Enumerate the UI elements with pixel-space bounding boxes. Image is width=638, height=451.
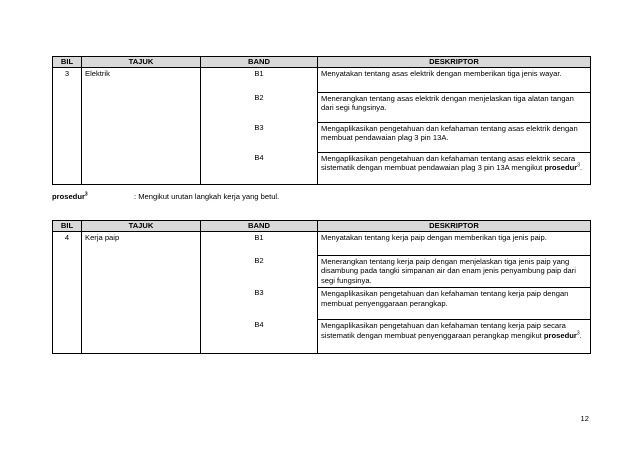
descriptor-cell: Mengaplikasikan pengetahuan dan kefahaman tentang kerja paip secara sistematik dengan membuat penyenggaraan perangkap mengikut prosedur$^3$. — [318, 319, 591, 353]
table-header-row — [53, 221, 591, 232]
page-number: 12 — [580, 414, 589, 423]
band-cell: B3 — [201, 122, 318, 152]
descriptor-cell: Menyatakan tentang asas elektrik dengan memberikan tiga jenis wayar. — [318, 67, 591, 92]
table-row — [53, 92, 591, 122]
header-band: BAND — [201, 221, 318, 232]
table-row — [53, 231, 591, 255]
band-cell: B3 — [201, 287, 318, 319]
header-bil: BIL — [53, 57, 82, 68]
descriptor-cell: Menyatakan tentang kerja paip dengan memberikan tiga jenis paip. — [318, 231, 591, 255]
table-header-row — [53, 57, 591, 68]
table-row — [53, 122, 591, 152]
header-tajuk: TAJUK — [82, 221, 201, 232]
footnote-mark: 3 — [577, 162, 581, 169]
tajuk-cell: Kerja paip — [82, 231, 201, 255]
band-cell: B1 — [201, 231, 318, 255]
header-tajuk: TAJUK — [82, 57, 201, 68]
rubric-table-kerja-paip — [52, 220, 591, 354]
descriptor-cell: Menerangkan tentang asas elektrik dengan menjelaskan tiga alatan tangan dari segi fungsinya. — [318, 92, 591, 122]
note-term: prosedur$^3$ — [52, 191, 88, 201]
header-deskriptor: DESKRIPTOR — [318, 221, 591, 232]
table-row — [53, 67, 591, 92]
header-deskriptor: DESKRIPTOR — [318, 57, 591, 68]
band-cell: B4 — [201, 319, 318, 353]
descriptor-cell: Mengaplikasikan pengetahuan dan kefahaman tentang asas elektrik dengan membuat pendawaian plag 3 pin 13A. — [318, 122, 591, 152]
header-bil: BIL — [53, 221, 82, 232]
descriptor-text: Mengaplikasikan pengetahuan dan kefahaman tentang kerja paip secara sistematik dengan membuat penyenggaraan perangkap mengikut — [321, 320, 566, 340]
band-cell: B2 — [201, 255, 318, 287]
band-cell: B4 — [201, 152, 318, 184]
table-row — [53, 152, 591, 184]
rubric-table-elektrik — [52, 56, 591, 185]
prosedur-term: prosedur — [544, 163, 578, 173]
note-text: : Mengikut urutan langkah kerja yang betul. — [134, 192, 280, 201]
prosedur-term: prosedur — [543, 330, 577, 340]
tajuk-cell: Elektrik — [82, 67, 201, 92]
band-cell: B1 — [201, 67, 318, 92]
bil-cell: 4 — [53, 231, 82, 255]
prosedur-note — [52, 192, 279, 201]
header-band: BAND — [201, 57, 318, 68]
footnote-mark: 3 — [576, 330, 580, 337]
descriptor-cell: Mengaplikasikan pengetahuan dan kefahaman tentang kerja paip dengan membuat penyenggaraan perangkap. — [318, 287, 591, 319]
descriptor-cell: Mengaplikasikan pengetahuan dan kefahaman tentang asas elektrik secara sistematik dengan membuat pendawaian plag 3 pin 13A mengikut prosedur$^3$. — [318, 152, 591, 184]
table-row — [53, 319, 591, 353]
table-row — [53, 287, 591, 319]
bil-cell: 3 — [53, 67, 82, 92]
descriptor-cell: Menerangkan tentang kerja paip dengan menjelaskan tiga jenis paip yang disambung pada tangki simpanan air dan enam jenis penyambung paip dari segi fungsinya. — [318, 255, 591, 287]
band-cell: B2 — [201, 92, 318, 122]
table-row — [53, 255, 591, 287]
descriptor-text: Mengaplikasikan pengetahuan dan kefahaman tentang asas elektrik secara sistematik dengan membuat pendawaian plag 3 pin 13A mengikut — [321, 153, 576, 173]
